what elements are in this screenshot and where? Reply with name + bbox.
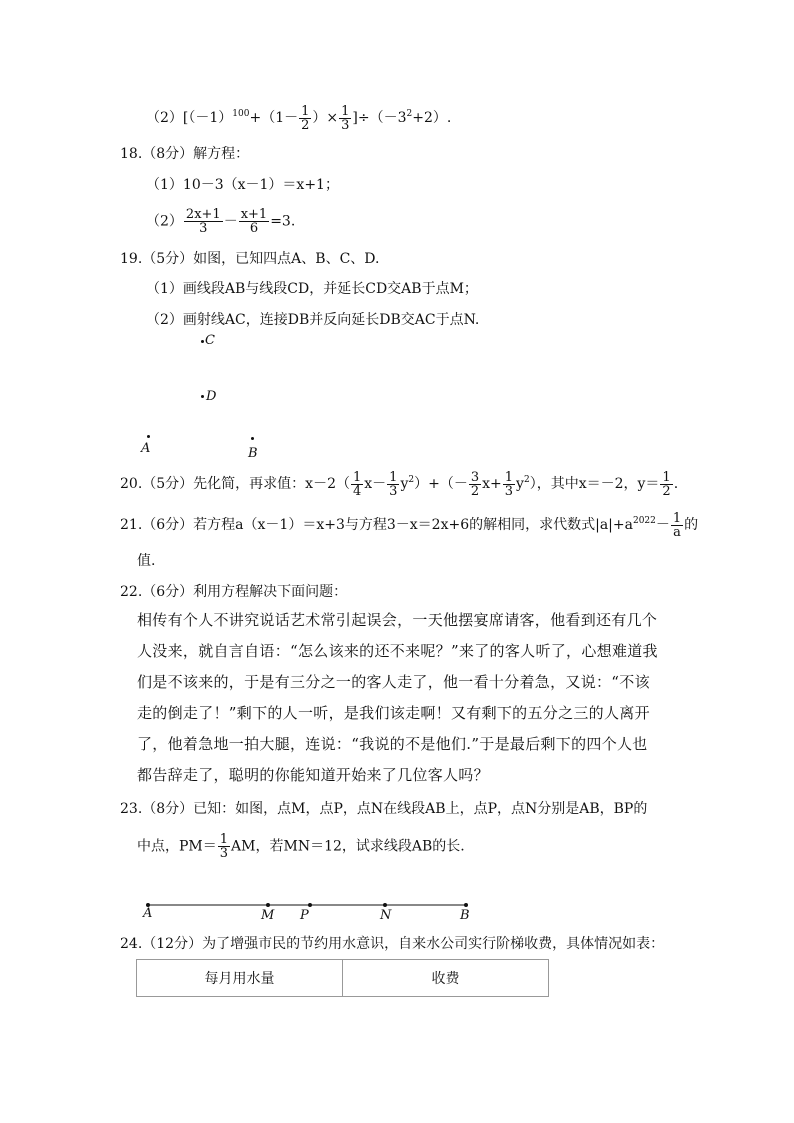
point-d-dot <box>201 395 204 398</box>
label-b: B <box>460 908 470 923</box>
label-p: P <box>300 908 309 923</box>
table-header-cell: 每月用水量 <box>137 960 343 997</box>
fraction: $\frac{1}{3}$ <box>219 832 229 861</box>
q22-heading: 22.（6分）利用方程解决下面问题： <box>120 584 348 600</box>
fraction: $\frac{1}{3}$ <box>504 469 514 499</box>
point-p-marker <box>308 903 312 907</box>
segment-ab-figure <box>140 898 480 912</box>
fraction: $\frac{1}{a}$ <box>672 510 682 540</box>
q21-line1: 21.（6分）若方程a（x－1）＝x+3与方程3－x＝2x+6的解相同，求代数式$|a|+a^{2022}-$ $\frac{1}{a}$ 的 <box>120 510 699 540</box>
q24-heading: 24.（12分）为了增强市民的节约用水意识，自来水公司实行阶梯收费，具体情况如表： <box>120 936 665 952</box>
q19-part2: （2）画射线AC，连接DB并反向延长DB交AC于点N. <box>146 312 480 328</box>
q18-part1: （1）10－3（x－1）＝x+1； <box>146 177 339 193</box>
point-a-dot <box>147 435 150 438</box>
fraction: $\frac{x+1}{6}$ <box>240 207 268 236</box>
label-m: M <box>261 908 275 923</box>
q21-line2: 值. <box>137 553 156 569</box>
label-a: A <box>143 906 153 921</box>
point-a-label: A <box>141 441 151 456</box>
q22-story-paragraph: 相传有个人不讲究说话艺术常引起误会，一天他摆宴席请客，他看到还有几个人没来，就自言自语：“怎么该来的还不来呢？”来了的客人听了，心想难道我们是不该来的，于是有三分之一的客人走了，他一看十分着急，又说：“不该走的倒走了！”剩下的人一听，是我们该走啊！又有剩下的五分之三的人离开了，他着急地一拍大腿，连说：“我说的不是他们.”于是最后剩下的四个人也都告辞走了，聪明的你能知道开始来了几位客人吗？ <box>137 611 658 784</box>
point-c-dot <box>201 340 204 343</box>
q20-expression: 20.（5分）先化简，再求值：x－2（ $\frac{1}{4}$ x－ $\frac{1}{3}$ $y^2)+(-$ $\frac{3}{2}$ x+ $\frac{1}{3}$ $y^2$），其中x＝－2，y＝ $\frac{1}{2}$ . <box>120 469 679 499</box>
water-fee-table <box>136 959 549 997</box>
q19-heading: 19.（5分）如图，已知四点A、B、C、D. <box>120 251 380 267</box>
label-n: N <box>380 908 392 923</box>
fraction: $\frac{2x+1}{3}$ <box>185 207 221 236</box>
point-m-marker <box>266 903 270 907</box>
point-c-label: C <box>205 333 215 348</box>
point-b-dot <box>251 437 254 440</box>
point-d-label: D <box>206 389 217 404</box>
point-n-marker <box>383 903 387 907</box>
q23-line2: 中点，PM＝ $\frac{1}{3}$ AM，若MN＝12，试求线段AB的长. <box>137 832 465 861</box>
q18-part2: （2） $\frac{2x+1}{3}$ － $\frac{x+1}{6}$ =3. <box>146 207 296 236</box>
fraction: $\frac{1}{3}$ <box>389 469 398 499</box>
fraction: $\frac{1}{2}$ <box>301 103 310 133</box>
fraction: $\frac{1}{2}$ <box>662 469 671 499</box>
point-b-marker <box>464 903 468 907</box>
point-b-label: B <box>248 446 258 461</box>
q18-heading: 18.（8分）解方程： <box>120 146 250 162</box>
table-header-row <box>137 960 549 997</box>
fraction: $\frac{3}{2}$ <box>470 469 480 499</box>
fraction: $\frac{1}{3}$ <box>341 103 350 133</box>
q17-part2-expression: $(2)[(-1)^{100}+(1-$ $\frac{1}{2}$ ）× $\frac{1}{3}$ ]$\div(-3^2+2)$. <box>146 103 452 133</box>
q19-part1: （1）画线段AB与线段CD，并延长CD交AB于点M； <box>146 281 478 297</box>
fraction: $\frac{1}{4}$ <box>352 469 362 499</box>
q23-line1: 23.（8分）已知：如图，点M，点P，点N在线段AB上，点P，点N分别是AB，BP的 <box>120 801 648 817</box>
table-header-cell: 收费 <box>343 960 549 997</box>
